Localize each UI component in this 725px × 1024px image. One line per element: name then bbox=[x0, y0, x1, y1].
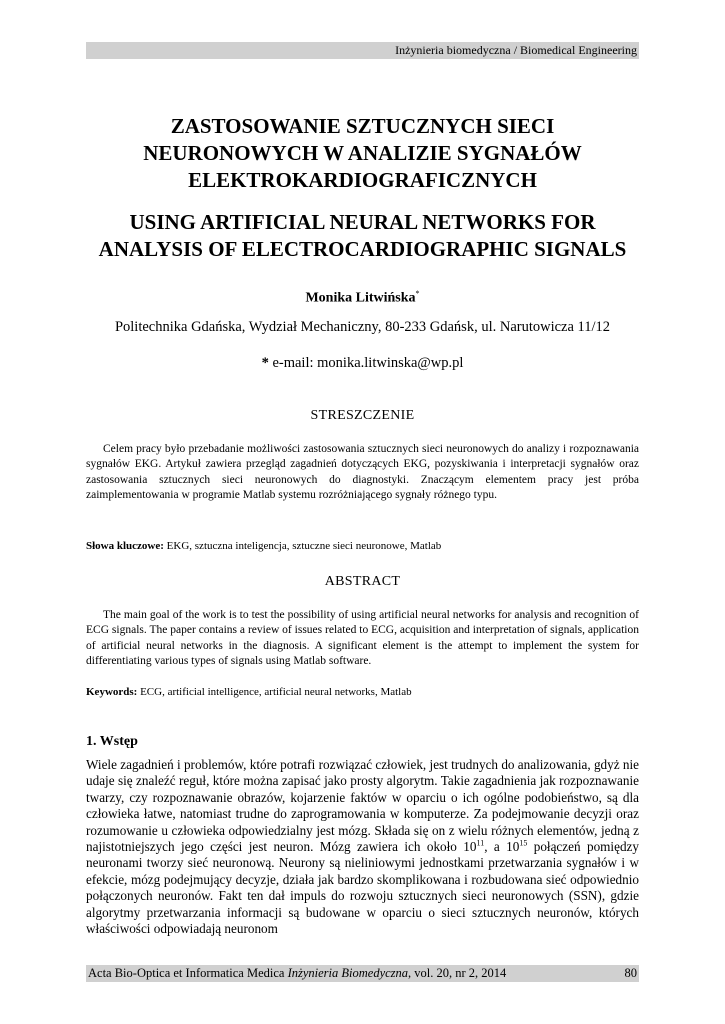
body-part-c: połączeń pomiędzy neuronami tworzy sieć neuronową. Neurony są nieliniowymi jednostkami przetwarzania sygnałów i w efekcie, mózg podejmujący decyzje, działa jak bardzo skomplikowana i rozbudowana sieć odpowiednio połączonych neuronów. Fakt ten dał impuls do rozwoju sztucznych sieci neuronowych (SSN), gdzie algorytmy przetwarzania informacji są budowane w oparciu o sieci sztucznych neuronów, których właściwości odpowiadają neuronom bbox=[86, 839, 639, 937]
footer-journal-italic: Inżynieria Biomedyczna bbox=[287, 966, 409, 980]
keywords-en bbox=[86, 686, 639, 698]
exponent-11: 11 bbox=[476, 838, 485, 848]
running-footer bbox=[86, 965, 639, 982]
title-pl-line: ELEKTROKARDIOGRAFICZNYCH bbox=[188, 168, 537, 192]
footer-citation bbox=[88, 965, 506, 982]
running-header bbox=[86, 42, 639, 59]
title-pl-line: ZASTOSOWANIE SZTUCZNYCH SIECI bbox=[170, 114, 555, 138]
body-part-b: , a 10 bbox=[484, 839, 520, 855]
keywords-en-label: Keywords: bbox=[86, 686, 138, 698]
footer-volume: , vol. 20, nr 2, 2014 bbox=[408, 966, 507, 980]
section-heading: 1. Wstęp bbox=[86, 734, 138, 749]
title-english bbox=[70, 209, 655, 263]
keywords-pl-values: EKG, sztuczna inteligencja, sztuczne sieci neuronowe, Matlab bbox=[166, 540, 442, 552]
author-mark: * bbox=[415, 289, 420, 298]
title-pl-line: NEURONOWYCH W ANALIZIE SYGNAŁÓW bbox=[143, 141, 582, 165]
author bbox=[0, 289, 725, 307]
running-title: Inżynieria biomedyczna / Biomedical Engineering bbox=[395, 43, 637, 57]
keywords-en-values: ECG, artificial intelligence, artificial neural networks, Matlab bbox=[140, 686, 412, 698]
exponent-15: 15 bbox=[519, 838, 528, 848]
title-polish bbox=[70, 113, 655, 194]
abstract-heading: ABSTRACT bbox=[324, 574, 401, 589]
streszczenie-text: Celem pracy było przebadanie możliwości zastosowania sztucznych sieci neuronowych do analizy i rozpoznawania sygnałów EKG. Artykuł zawiera przegląd zagadnień dotyczących EKG, pozyskiwania i interpretacji sygnałów oraz zastosowania sztucznych sieci neuronowych do diagnostyki. Znaczącym elementem pracy jest próba zaimplementowania w programie Matlab systemu rozróżniającego sygnały różnego typu. bbox=[86, 443, 639, 502]
section-body bbox=[86, 757, 639, 937]
title-en-line: ANALYSIS OF ELECTROCARDIOGRAPHIC SIGNALS bbox=[98, 237, 627, 261]
keywords-pl bbox=[86, 540, 639, 552]
email-text: e-mail: monika.litwinska@wp.pl bbox=[272, 355, 464, 371]
page-number: 80 bbox=[624, 966, 637, 980]
streszczenie-heading: STRESZCZENIE bbox=[310, 408, 415, 423]
email-line bbox=[0, 355, 725, 372]
footer-journal: Acta Bio-Optica et Informatica Medica bbox=[88, 966, 288, 980]
affiliation: Politechnika Gdańska, Wydział Mechaniczny, 80-233 Gdańsk, ul. Narutowicza 11/12 bbox=[114, 319, 611, 335]
title-en-line: USING ARTIFICIAL NEURAL NETWORKS FOR bbox=[129, 210, 596, 234]
email-mark: * bbox=[261, 355, 269, 371]
keywords-pl-label: Słowa kluczowe: bbox=[86, 540, 164, 552]
author-name: Monika Litwińska bbox=[305, 290, 416, 306]
abstract-text: The main goal of the work is to test the possibility of using artificial neural networks for analysis and recognition of ECG signals. The paper contains a review of issues related to ECG, acquisition and interpretation of signals, application of artificial neural networks in the diagnosis. A significant element is the attempt to implement the system for differentiating various types of signals using Matlab software. bbox=[86, 609, 639, 668]
body-part-a: Wiele zagadnień i problemów, które potrafi rozwiązać człowiek, jest trudnych do analizowania, gdyż nie udaje się znaleźć reguł, które można zapisać jako prosty algorytm. Takie zagadnienia jak rozpoznawanie twarzy, czy rozpoznawanie obrazów, kojarzenie faktów w oparciu o ich ogólne podobieństwo, są dla człowieka łatwe, natomiast trudne do zaprogramowania w komputerze. Za podejmowanie decyzji oraz rozumowanie u człowieka odpowiedzialny jest mózg. Składa się on z wielu różnych elementów, jedną z najistotniejszych jego części jest neuron. Mózg zawiera ich około 10 bbox=[86, 757, 639, 855]
